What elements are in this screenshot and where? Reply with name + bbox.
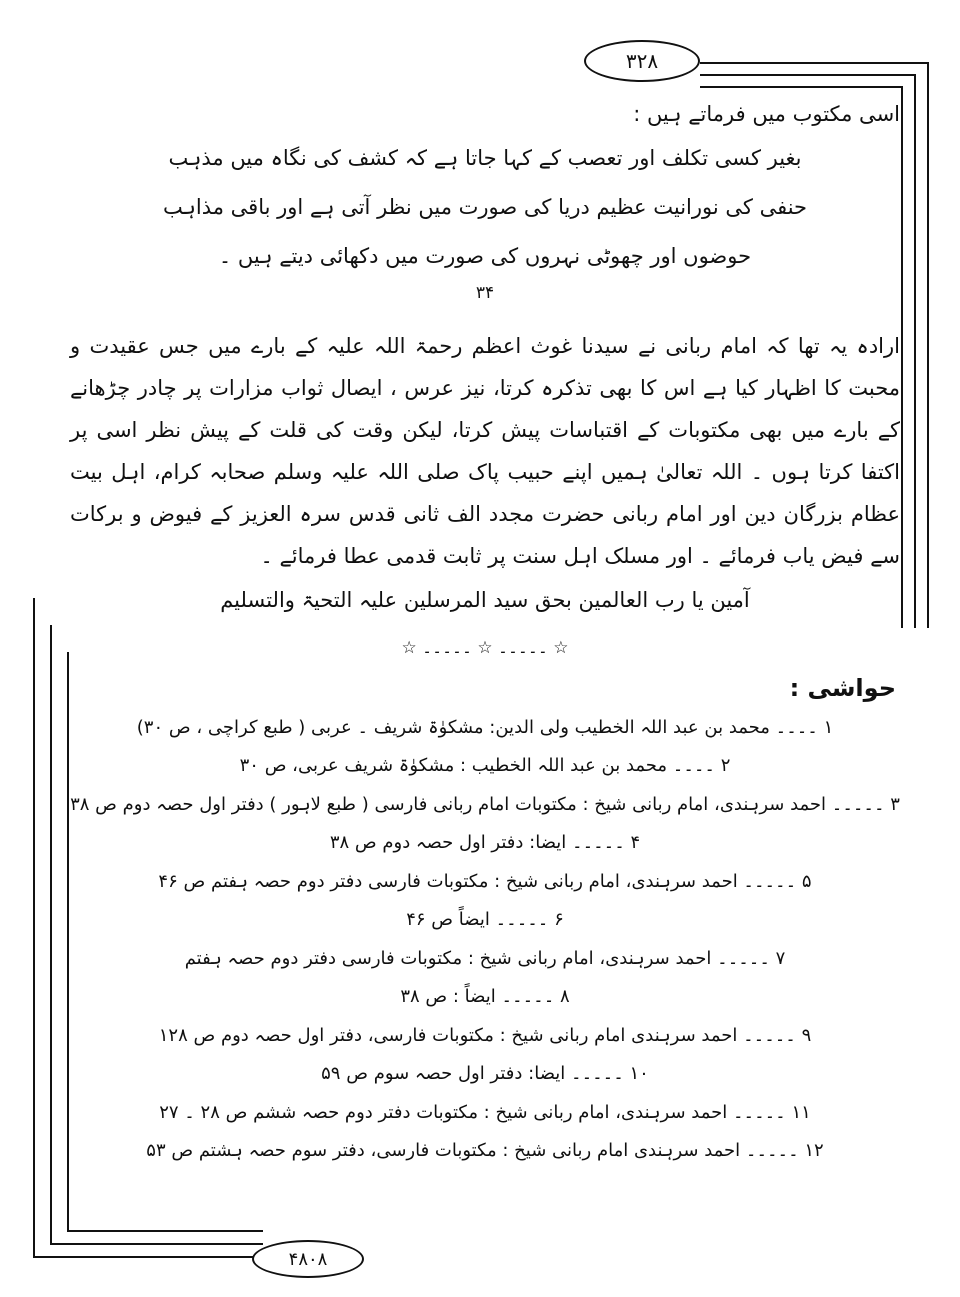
frame-rule-horizontal-bottom-inner: [67, 1230, 263, 1232]
frame-rule-horizontal-bottom-middle: [50, 1243, 263, 1245]
quote-line-1: بغیر کسی تکلف اور تعصب کے کہا جاتا ہے کہ کشف کی نگاہ میں مذہب: [168, 145, 802, 170]
footnote-item: ۱ ۔۔۔۔ محمد بن عبد اللہ الخطیب ولی الدین: مشکوٰۃ شریف ۔ عربی ( طبع کراچی ، ص ۳۰): [136, 716, 834, 738]
frame-rule-vertical-bottom-inner: [67, 652, 69, 1232]
frame-rule-horizontal-inner: [700, 86, 903, 88]
frame-rule-vertical-outer: [927, 62, 929, 628]
footnote-item: ۹ ۔۔۔۔۔ احمد سرہندی امام ربانی شیخ : مکتوبات فارسی، دفتر اول حصہ دوم ص ۱۲۸: [158, 1024, 812, 1046]
frame-rule-vertical-inner: [901, 86, 903, 628]
footnote-item: ۱۱ ۔۔۔۔۔ احمد سرہندی، امام ربانی شیخ : مکتوبات دفتر دوم حصہ ششم ص ۲۸ ۔ ۲۷: [159, 1101, 811, 1123]
frame-rule-horizontal-bottom-outer: [33, 1256, 263, 1258]
footnote-item: ۱۰ ۔۔۔۔۔ ایضا: دفتر اول حصہ سوم ص ۵۹: [321, 1063, 649, 1085]
footnote-item: ۴ ۔۔۔۔۔ ایضا: دفتر اول حصہ دوم ص ۳۸: [329, 832, 641, 854]
footnote-item: ۳ ۔۔۔۔۔ احمد سرہندی، امام ربانی شیخ : مکتوبات امام ربانی فارسی ( طبع لاہور ) دفتر اول حصہ دوم ص ۳۸: [70, 793, 900, 815]
footnote-item: ۸ ۔۔۔۔۔ ایضاً : ص ۳۸: [400, 986, 570, 1008]
footnotes-heading: حواشی :: [789, 673, 896, 702]
main-paragraph: ارادہ یہ تھا کہ امام ربانی نے سیدنا غوث اعظم رحمۃ اللہ علیہ کے بارے میں جس عقیدت و محبت کا اظہار کیا ہے اس کا بھی تذکرہ کرتا، نیز عرس ، ایصال ثواب مزارات پر چادر چڑھانے کے بارے میں بھی مکتوبات کے اقتباسات پیش کرتا، لیکن وقت کی قلت کے پیش نظر اسی پر اکتفا کرتا ہوں ۔ اللہ تعالیٰ ہمیں اپنے حبیب پاک صلی اللہ علیہ وسلم صحابہ کرام، اہل بیت عظام بزرگان دین اور امام ربانی حضرت مجدد الف ثانی قدس سرہ العزیز کے فیوض و برکات سے فیض یاب فرمائے ۔ اور مسلک اہل سنت پر ثابت قدمی عطا فرمائے ۔: [70, 333, 900, 568]
frame-rule-horizontal-outer: [700, 62, 929, 64]
page-content: [70, 95, 900, 1174]
intro-line: اسی مکتوب میں فرماتے ہیں :: [633, 102, 900, 126]
closing-invocation: آمین یا رب العالمین بحق سید المرسلین علیہ التحیۃ والتسلیم: [220, 587, 750, 612]
quote-line-3: حوضوں اور چھوٹی نہروں کی صورت میں دکھائی دیتے ہیں ۔: [218, 243, 752, 268]
footnote-item: ۷ ۔۔۔۔۔ احمد سرہندی، امام ربانی شیخ : مکتوبات فارسی دفتر دوم حصہ ہفتم: [184, 947, 786, 969]
footnote-item: ۱۲ ۔۔۔۔۔ احمد سرہندی امام ربانی شیخ : مکتوبات فارسی، دفتر سوم حصہ ہشتم ص ۵۳: [146, 1140, 824, 1162]
page-number-bottom: ۴۸۰۸: [252, 1240, 364, 1278]
footnote-item: ۵ ۔۔۔۔۔ احمد سرہندی، امام ربانی شیخ : مکتوبات فارسی دفتر دوم حصہ ہفتم ص ۴۶: [158, 870, 812, 892]
frame-rule-vertical-bottom-middle: [50, 625, 52, 1245]
frame-rule-horizontal-middle: [700, 74, 916, 76]
footnote-item: ۲ ۔۔۔۔ محمد بن عبد اللہ الخطیب : مشکوٰۃ شریف عربی، ص ۳۰: [239, 755, 731, 777]
quote-line-2: حنفی کی نورانیت عظیم دریا کی صورت میں نظر آتی ہے اور باقی مذاہب: [162, 194, 808, 219]
star-divider: ☆ ۔۔۔۔۔ ☆ ۔۔۔۔۔ ☆: [401, 637, 569, 658]
frame-rule-vertical-bottom-outer: [33, 598, 35, 1258]
footnote-item: ۶ ۔۔۔۔۔ ایضاً ص ۴۶: [406, 909, 564, 931]
frame-rule-vertical-middle: [914, 74, 916, 628]
quote-footnote-marker: ۳۴: [475, 283, 495, 304]
page-number-top: ۳۲۸: [584, 40, 700, 82]
